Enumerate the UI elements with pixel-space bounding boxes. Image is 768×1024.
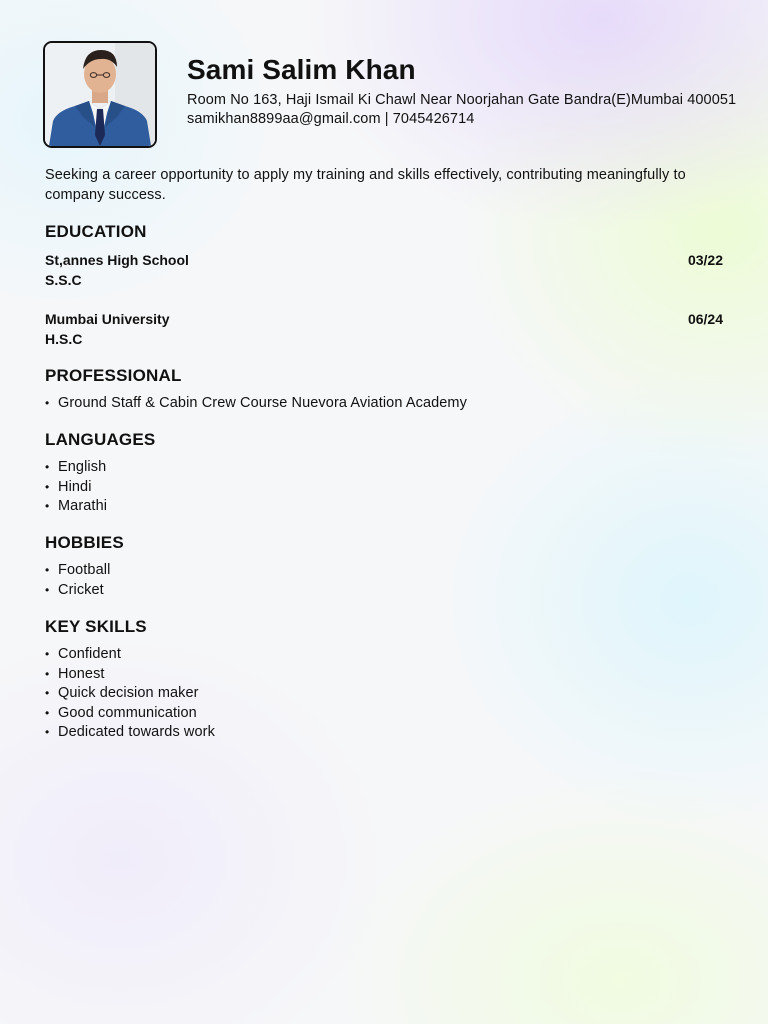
address: Room No 163, Haji Ismail Ki Chawl Near Noorjahan Gate Bandra(E)Mumbai 400051 (187, 92, 737, 108)
bullet-icon: • (45, 479, 50, 494)
profile-photo-illustration (45, 43, 155, 146)
bullet-icon: • (45, 396, 50, 410)
education-date: 03/22 (687, 252, 723, 268)
bullet-icon: • (45, 499, 50, 513)
list-item (45, 458, 107, 478)
skill-item: Honest (58, 665, 105, 682)
education-degree: S.S.C (45, 271, 82, 288)
education-date: 06/24 (687, 311, 723, 327)
list-item (45, 704, 215, 724)
bullet-icon: • (45, 705, 50, 720)
career-summary: Seeking a career opportunity to apply my training and skills effectively, contributing meaningfully to company success. (45, 167, 686, 203)
skill-item: Dedicated towards work (58, 724, 215, 740)
education-entry (45, 310, 723, 349)
education-school: St,annes High School (45, 252, 189, 268)
bullet-icon: • (45, 563, 50, 577)
professional-list (45, 394, 467, 414)
list-item (45, 665, 215, 685)
language-item: Hindi (58, 478, 92, 495)
language-item: English (58, 459, 107, 475)
bullet-icon: • (45, 725, 50, 739)
languages-list (45, 458, 107, 517)
professional-item: Ground Staff & Cabin Crew Course Nuevora Aviation Academy (58, 395, 467, 411)
language-item: Marathi (58, 498, 108, 514)
list-item (45, 723, 215, 743)
bullet-icon: • (45, 666, 50, 681)
hobby-item: Football (58, 562, 111, 578)
bullet-icon: • (45, 582, 50, 597)
skill-item: Confident (58, 646, 121, 662)
section-title-professional: PROFESSIONAL (45, 366, 182, 385)
section-title-key-skills: KEY SKILLS (45, 617, 147, 636)
hobbies-list (45, 561, 110, 600)
list-item (45, 581, 110, 601)
section-title-languages: LANGUAGES (45, 430, 156, 449)
list-item (45, 684, 215, 704)
bullet-icon: • (45, 460, 50, 474)
section-title-hobbies: HOBBIES (45, 533, 124, 552)
list-item (45, 645, 215, 665)
skill-item: Quick decision maker (58, 685, 199, 701)
email-phone: samikhan8899aa@gmail.com | 7045426714 (187, 111, 475, 127)
section-title-education: EDUCATION (45, 222, 147, 241)
list-item (45, 561, 110, 581)
education-degree: H.S.C (45, 330, 83, 347)
bullet-icon: • (45, 686, 50, 700)
skill-item: Good communication (58, 704, 197, 721)
profile-photo (43, 41, 157, 148)
key-skills-list (45, 645, 215, 743)
education-school: Mumbai University (45, 311, 170, 327)
education-entry (45, 251, 723, 290)
candidate-name: Sami Salim Khan (187, 54, 416, 85)
list-item (45, 497, 107, 517)
list-item (45, 394, 467, 414)
hobby-item: Cricket (58, 581, 104, 598)
bullet-icon: • (45, 647, 50, 661)
list-item (45, 478, 107, 498)
